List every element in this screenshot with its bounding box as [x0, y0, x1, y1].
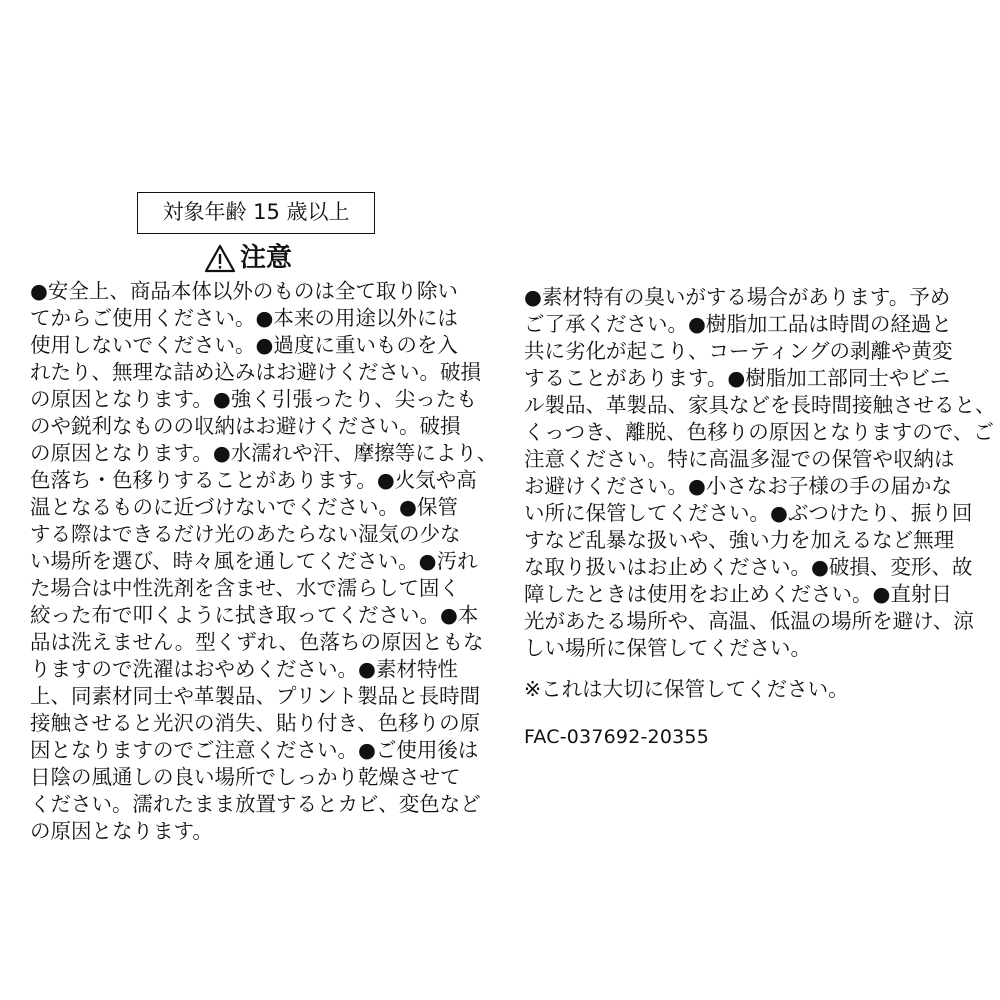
text-line: 色落ち・色移りすることがあります。●火気や高: [30, 468, 477, 492]
warning-triangle-icon: [204, 244, 236, 273]
text-line: の原因となります。●強く引張ったり、尖ったも: [30, 387, 477, 411]
text-line: する際はできるだけ光のあたらない湿気の少な: [30, 522, 461, 546]
text-line: な取り扱いはお止めください。●破損、変形、故: [524, 555, 973, 579]
text-line: 日陰の風通しの良い場所でしっかり乾燥させて: [30, 765, 461, 789]
text-line: りますので洗濯はおやめください。●素材特性: [30, 657, 458, 681]
text-line: 接触させると光沢の消失、貼り付き、色移りの原: [30, 711, 481, 735]
text-line: すなど乱暴な扱いや、強い力を加えるなど無理: [524, 528, 955, 552]
text-line: た場合は中性洗剤を含ませ、水で濡らして固く: [30, 576, 460, 600]
text-line: 共に劣化が起こり、コーティングの剥離や黄変: [524, 339, 953, 363]
text-line: い場所を選び、時々風を通してください。●汚れ: [30, 549, 478, 573]
text-line: ル製品、革製品、家具などを長時間接触させると、: [524, 393, 996, 417]
text-line: くっつき、離脱、色移りの原因となりますので、ご: [524, 420, 994, 444]
caution-heading: [204, 240, 292, 276]
text-line: お避けください。●小さなお子様の手の届かな: [524, 474, 952, 498]
text-line: ご了承ください。●樹脂加工品は時間の経過と: [524, 312, 952, 336]
text-line: 光があたる場所や、高温、低温の場所を避け、涼: [524, 609, 974, 633]
storage-note: ※これは大切に保管してください。: [524, 677, 849, 701]
text-line: 絞った布で叩くように拭き取ってください。●本: [30, 603, 479, 627]
text-line: ください。濡れたまま放置するとカビ、変色など: [30, 792, 481, 816]
age-label: 対象年齢 15 歳以上: [162, 200, 350, 224]
text-line: することがあります。●樹脂加工部同士やビニ: [524, 366, 951, 390]
caution-title: 注意: [240, 243, 293, 273]
text-line: い所に保管してください。●ぶつけたり、振り回: [524, 501, 973, 525]
text-line: 上、同素材同士や革製品、プリント製品と長時間: [30, 684, 481, 708]
text-line: てからご使用ください。●本来の用途以外には: [30, 306, 458, 330]
text-line: しい場所に保管してください。: [524, 636, 811, 660]
text-line: の原因となります。: [30, 819, 213, 843]
text-line: の原因となります。●水濡れや汗、摩擦等により、: [30, 441, 498, 465]
text-line: のや鋭利なものの収納はお避けください。破損: [30, 414, 461, 438]
text-line: ●安全上、商品本体以外のものは全て取り除い: [30, 279, 458, 303]
text-line: れたり、無理な詰め込みはお避けください。破損: [30, 360, 481, 384]
text-line: 使用しないでください。●過度に重いものを入: [30, 333, 458, 357]
text-line: 温となるものに近づけないでください。●保管: [30, 495, 458, 519]
caution-text-left: [30, 278, 497, 845]
text-line: 品は洗えません。型くずれ、色落ちの原因ともな: [30, 630, 484, 654]
text-line: ●素材特有の臭いがする場合があります。予め: [524, 285, 951, 309]
product-code: FAC-037692-20355: [524, 726, 709, 748]
caution-text-right: [524, 284, 996, 662]
text-line: 注意ください。特に高温多湿での保管や収納は: [524, 447, 955, 471]
text-line: 障したときは使用をお止めください。●直射日: [524, 582, 952, 606]
age-label-box: [137, 192, 375, 234]
text-line: 因となりますのでご注意ください。●ご使用後は: [30, 738, 479, 762]
